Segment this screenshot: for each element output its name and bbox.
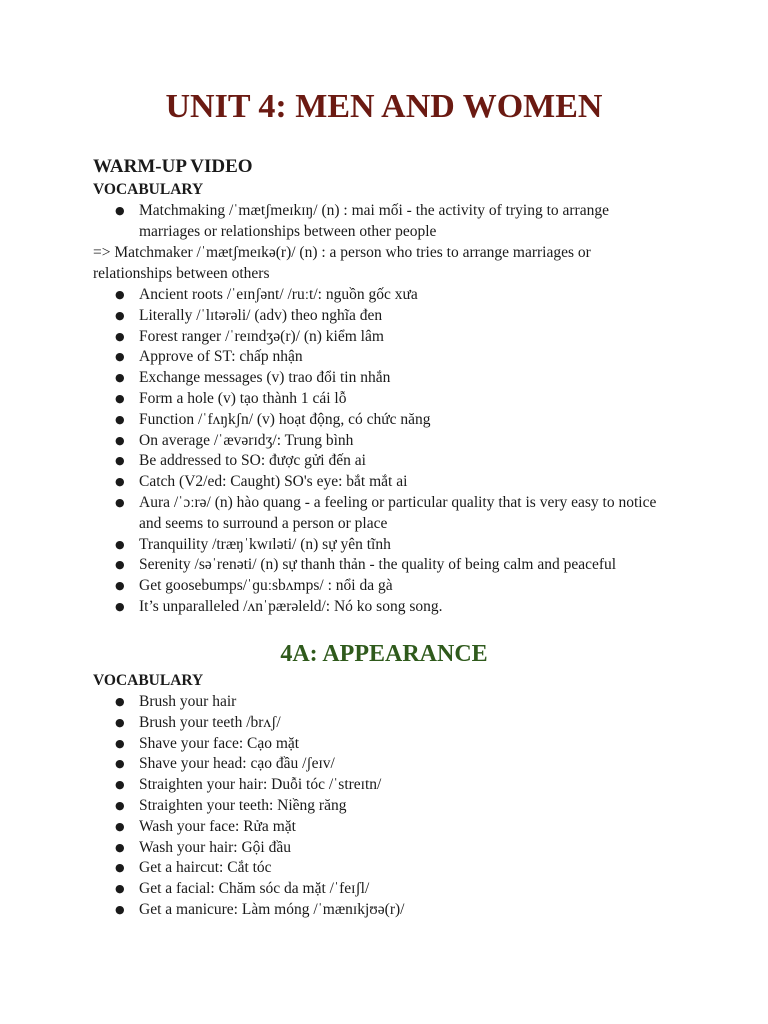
list-item: ● Catch (V2/ed: Caught) SO's eye: bắt mắt ai — [93, 472, 673, 493]
warmup-heading: WARM-UP VIDEO — [93, 156, 253, 177]
unit-title: UNIT 4: MEN AND WOMEN — [165, 88, 603, 125]
list-item: ● Function /ˈfʌŋkʃn/ (v) hoạt động, có chức năng — [93, 410, 673, 431]
list-item: ● Literally /ˈlɪtərəli/ (adv) theo nghĩa đen — [93, 306, 673, 327]
list-item: ● Exchange messages (v) trao đổi tin nhắn — [93, 368, 673, 389]
list-item: ● Be addressed to SO: được gửi đến ai — [93, 451, 673, 472]
list-item: ● Ancient roots /ˈeɪnʃənt/ /ruːt/: nguồn gốc xưa — [93, 285, 673, 306]
list-item: ● Get goosebumps/ˈɡuːsbʌmps/ : nổi da gà — [93, 576, 673, 597]
list-item: ● Get a facial: Chăm sóc da mặt /ˈfeɪʃl/ — [93, 879, 673, 900]
list-item: ● Tranquility /træŋˈkwɪləti/ (n) sự yên tĩnh — [93, 535, 673, 556]
list-item: ● Get a haircut: Cắt tóc — [93, 858, 673, 879]
appearance-heading: 4A: APPEARANCE — [280, 641, 488, 667]
list-item: ● Brush your teeth /brʌʃ/ — [93, 713, 673, 734]
list-item: ● On average /ˈævərɪdʒ/: Trung bình — [93, 431, 673, 452]
list-item: ● Get a manicure: Làm móng /ˈmænɪkjʊə(r)/ — [93, 900, 673, 921]
list-item: ● Straighten your hair: Duỗi tóc /ˈstreɪtn/ — [93, 775, 673, 796]
list-item: ● Shave your face: Cạo mặt — [93, 734, 673, 755]
list-item: ● Aura /ˈɔːrə/ (n) hào quang - a feeling or particular quality that is very easy to notice and seems to surround a person or place — [93, 493, 673, 535]
list-item: ● It’s unparalleled /ʌnˈpærəleld/: Nó ko song song. — [93, 597, 673, 618]
list-item: ● Straighten your teeth: Niềng răng — [93, 796, 673, 817]
list-item: ● Forest ranger /ˈreɪndʒə(r)/ (n) kiểm lâm — [93, 327, 673, 348]
list-item: ● Shave your head: cạo đầu /ʃeɪv/ — [93, 754, 673, 775]
appearance-vocab-list — [93, 692, 673, 921]
list-item: ● Form a hole (v) tạo thành 1 cái lỗ — [93, 389, 673, 410]
list-item: ● Serenity /səˈrenəti/ (n) sự thanh thản - the quality of being calm and peaceful — [93, 555, 673, 576]
list-item: ● Wash your face: Rửa mặt — [93, 817, 673, 838]
warmup-vocab-list — [93, 285, 673, 618]
list-item: ● Brush your hair — [93, 692, 673, 713]
list-item: ● Wash your hair: Gội đầu — [93, 838, 673, 859]
warmup-vocab-label: VOCABULARY — [93, 181, 204, 198]
matchmaker-note: => Matchmaker /ˈmætʃmeɪkə(r)/ (n) : a person who tries to arrange marriages or relationships between others — [93, 244, 591, 282]
list-item: ● Approve of ST: chấp nhận — [93, 347, 673, 368]
warmup-first-list — [93, 201, 673, 243]
list-item: ● Matchmaking /ˈmætʃmeɪkɪŋ/ (n) : mai mối - the activity of trying to arrange marriages or relationships between other people — [93, 201, 673, 243]
appearance-vocab-label: VOCABULARY — [93, 672, 204, 689]
